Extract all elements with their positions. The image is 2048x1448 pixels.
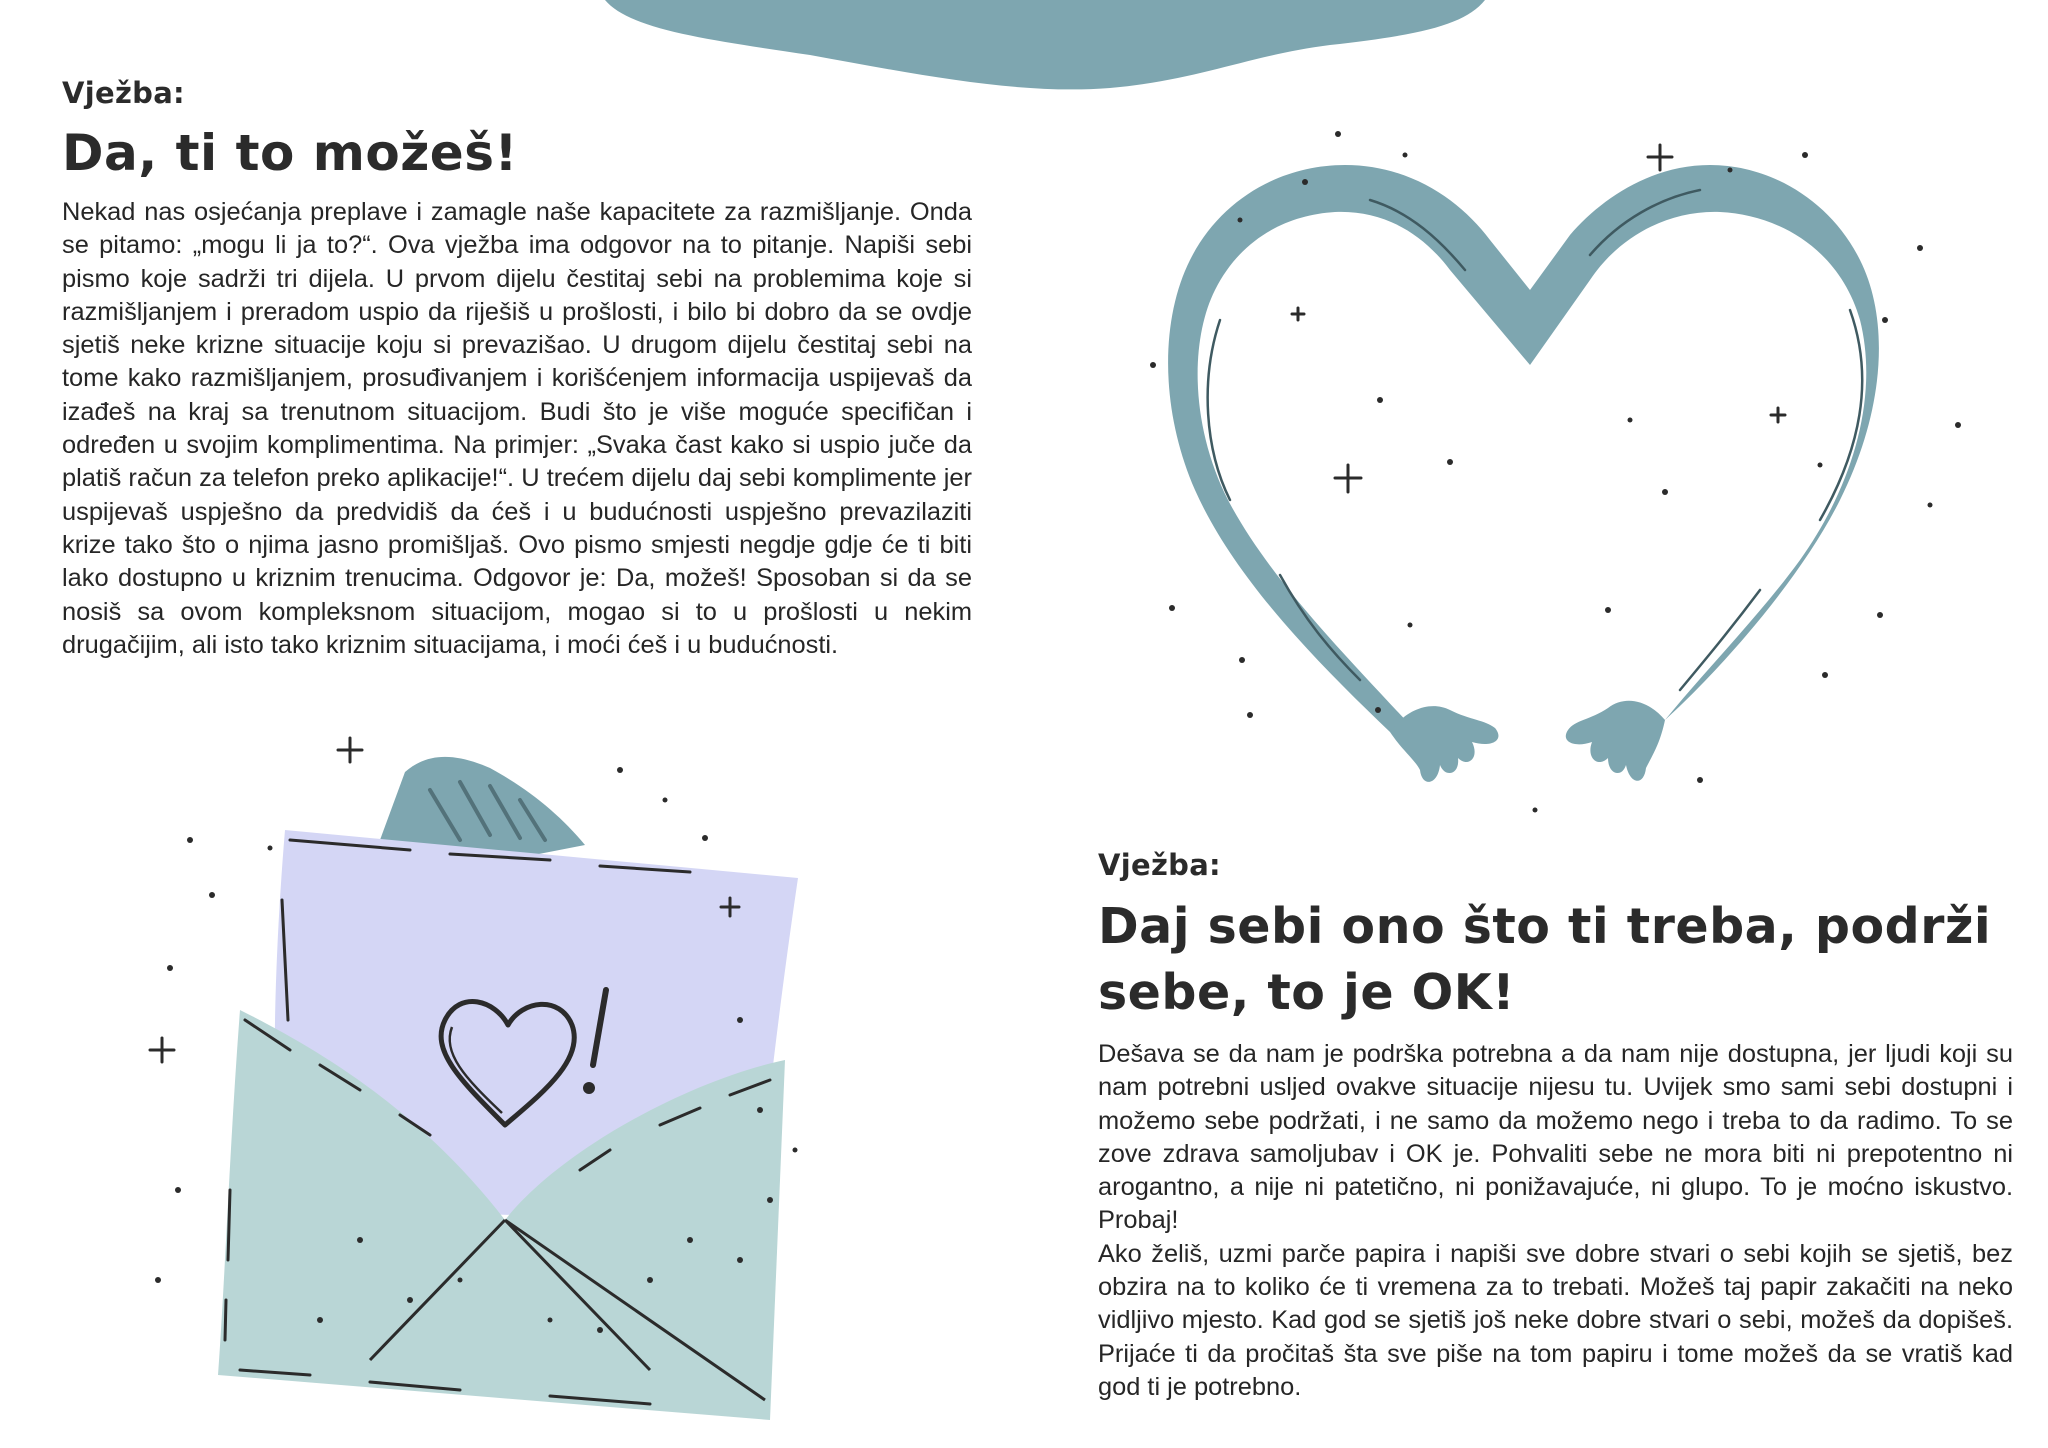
exercise-paragraph-2: Ako želiš, uzmi parče papira i napiši sve dobre stvari o sebi kojih se sjetiš, bez obzira na to koliko će ti vremena za to trebati. Možeš taj papir zakačiti na neko vidljivo mjesto. Kad god se sjetiš još neke dobre stvari o sebi, možeš da dopišeš. Prijaće ti da pročitaš šta sve piše na tom papiru i tome možeš da se vratiš kad god ti je potrebno. — [1098, 1239, 2013, 1401]
exercise-paragraph-1: Dešava se da nam je podrška potrebna a da nam nije dostupna, jer ljudi koji su nam potrebni usljed ovakve situacije nijesu tu. Uvijek smo sami sebi dostupni i možemo sebe podržati, i ne samo da možemo nego i treba to da radimo. To se zove zdrava samoljubav i OK je. Pohvaliti sebe ne mora biti ni prepotentno ni arogantno, a nije ni patetično, ni ponižavajuće, ni glupo. To je moćno iskustvo. Probaj! — [1098, 1040, 2013, 1235]
exercise-label: Vježba: — [62, 76, 185, 110]
exercise-body — [62, 196, 972, 662]
exercise-title: Da, ti to možeš! — [62, 124, 518, 182]
exercise-title: Daj sebi ono što ti treba, podrži sebe, to je OK! — [1098, 898, 1992, 1021]
exercise-body — [1098, 1038, 2013, 1404]
exercise-label: Vježba: — [1098, 848, 1221, 882]
envelope-with-heart-letter-icon — [130, 720, 920, 1430]
exercise-paragraph: Nekad nas osjećanja preplave i zamagle naše kapacitete za razmišljanje. Onda se pitamo: „mogu li ja to?“. Ova vježba ima odgovor na to pitanje. Napiši sebi pismo koje sadrži tri dijela. U prvom dijelu čestitaj sebi na problemima koje si razmišljanjem i preradom uspio da riješiš u prošlosti, i bilo bi dobro da se ovdje sjetiš neke krizne situacije koju si prevazišao. U drugom dijelu čestitaj sebi na tome kako razmišljanjem, prosuđivanjem i korišćenjem informacija uspijevaš da izađeš na kraj sa trenutnom situacijom. Budi što je više moguće specifičan i određen u svojim komplimentima. Na primjer: „Svaka čast kako si uspio juče da platiš račun za telefon preko aplikacije!“. U trećem dijelu daj sebi komplimente jer uspijevaš uspješno da predvidiš da ćeš i u budućnosti uspješno prevazilaziti krize tako što o njima jasno promišljaš. Ovo pismo smjesti negdje gdje će ti biti lako dostupno u kriznim trenucima. Odgovor je: Da, možeš! Sposoban si da se nosiš sa ovom kompleksnom situacijom, mogao si to u prošlosti u nekim drugačijim, ali isto tako kriznim situacijama, i moći ćeš i u budućnosti. — [62, 198, 972, 659]
top-blob-shape — [590, 0, 1490, 95]
heart-shaped-hugging-arms-icon — [1120, 120, 2000, 860]
